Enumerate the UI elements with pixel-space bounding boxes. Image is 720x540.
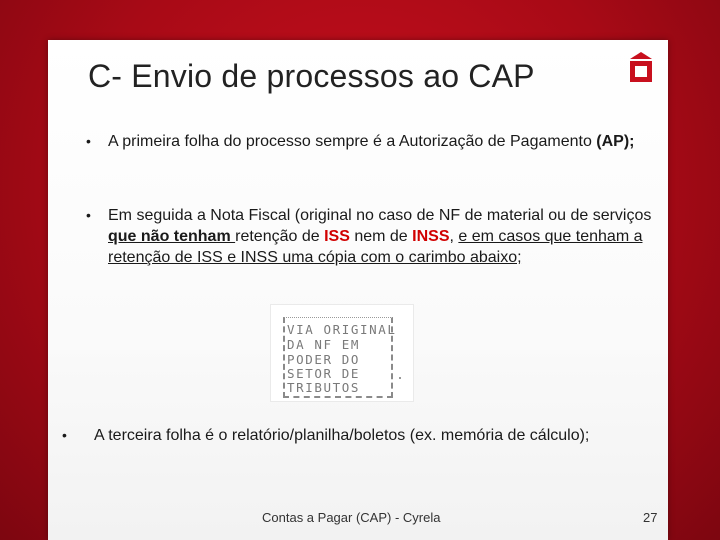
stamp-speck: [399, 377, 401, 379]
slide-footer: Contas a Pagar (CAP) - Cyrela: [262, 510, 441, 525]
stamp-image: [270, 304, 414, 402]
stamp-line: SETOR DE: [287, 366, 361, 381]
bullet-text: [94, 425, 589, 446]
bullet-text-part: e em casos que tenham a retenção de ISS e INSS uma cópia com o carimbo abaixo;: [108, 228, 643, 266]
bullet-text-part: ISS: [324, 228, 350, 245]
slide-card: [48, 40, 668, 540]
bullet-text-part: A primeira folha do processo sempre é a Autorização de Pagamento: [108, 133, 597, 150]
bullet-text-part: A terceira folha é o relatório/planilha/boletos (ex. memória de cálculo);: [94, 427, 590, 444]
stamp-line: DA NF EM: [287, 337, 361, 352]
slide-title: C- Envio de processos ao CAP: [88, 58, 535, 94]
bullet-text-part: nem de: [349, 228, 413, 245]
bullet-text-part: retenção de: [235, 228, 325, 245]
stamp-line: VIA ORIGINAL: [287, 322, 397, 337]
bullet-text-part: (AP);: [596, 133, 635, 150]
bullet-text-part: que não tenham: [108, 228, 236, 245]
page-number: 27: [643, 510, 658, 525]
bullet-marker: •: [62, 427, 67, 443]
stamp-line: TRIBUTOS: [287, 380, 361, 395]
bullet-text: [108, 131, 664, 152]
bullet-marker: •: [86, 133, 91, 149]
cyrela-logo-icon: [628, 50, 654, 84]
stamp-line: PODER DO: [287, 352, 361, 367]
bullet-text-part: Em seguida a Nota Fiscal (original no caso de NF de material ou de serviços: [108, 207, 652, 224]
bullet-text-part: ,: [449, 228, 459, 245]
bullet-marker: •: [86, 207, 91, 223]
bullet-text-part: INSS: [412, 228, 450, 245]
bullet-text: [108, 205, 656, 268]
